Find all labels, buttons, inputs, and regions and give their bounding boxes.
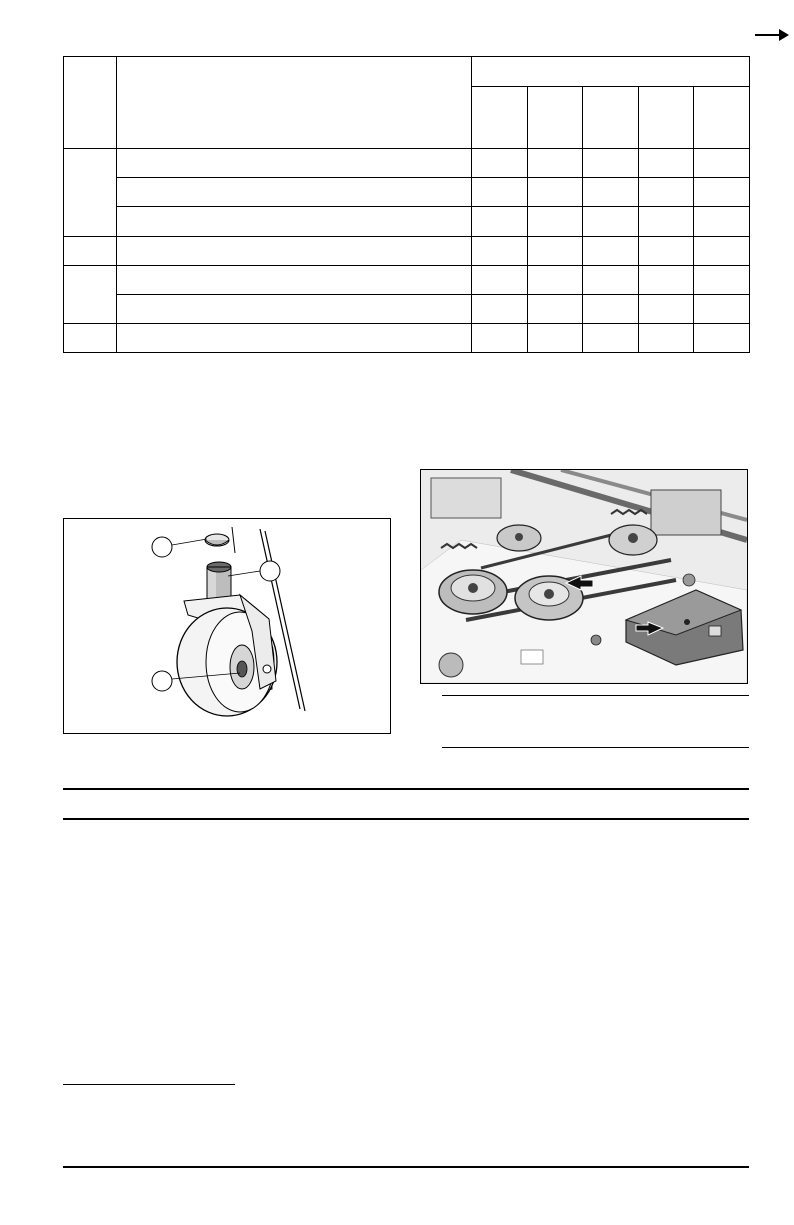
system-cell bbox=[64, 323, 117, 352]
interval-cell bbox=[638, 87, 694, 149]
caster-illustration bbox=[64, 519, 390, 733]
right-arrow-icon bbox=[755, 28, 789, 42]
table-row bbox=[64, 294, 750, 323]
table-header-row bbox=[64, 57, 750, 87]
mower-deck-belt-photo bbox=[420, 469, 748, 684]
task-header-cell bbox=[117, 57, 472, 149]
interval-cell bbox=[472, 87, 528, 149]
task-cell bbox=[117, 323, 472, 352]
interval-cell bbox=[583, 87, 639, 149]
maintenance-schedule-table bbox=[63, 56, 750, 353]
system-cell bbox=[64, 149, 117, 236]
table-row bbox=[64, 265, 750, 294]
dust-cap-icon bbox=[205, 534, 229, 546]
system-header-cell bbox=[64, 57, 117, 149]
task-cell bbox=[117, 294, 472, 323]
task-cell bbox=[117, 178, 472, 207]
task-cell bbox=[117, 207, 472, 236]
system-cell bbox=[64, 236, 117, 265]
task-cell bbox=[117, 149, 472, 178]
table-row bbox=[64, 323, 750, 352]
caster-wheel-figure bbox=[63, 518, 391, 734]
table-row bbox=[64, 149, 750, 178]
table-row bbox=[64, 207, 750, 236]
system-cell bbox=[64, 265, 117, 323]
interval-cell bbox=[694, 87, 750, 149]
footnote-rule bbox=[63, 1084, 235, 1085]
callout-circle bbox=[260, 561, 280, 581]
interval-header-cell bbox=[472, 57, 750, 87]
section-bottom-rule bbox=[63, 818, 749, 820]
footer-rule bbox=[63, 1166, 749, 1168]
callout-circle bbox=[152, 671, 172, 691]
section-top-rule bbox=[63, 788, 749, 790]
table-row bbox=[64, 178, 750, 207]
task-cell bbox=[117, 236, 472, 265]
deck-photo-illustration bbox=[421, 470, 747, 683]
caption-bottom-rule bbox=[442, 747, 749, 748]
table-row bbox=[64, 236, 750, 265]
interval-cell bbox=[527, 87, 583, 149]
callout-circle bbox=[152, 537, 172, 557]
caption-top-rule bbox=[442, 695, 749, 696]
task-cell bbox=[117, 265, 472, 294]
